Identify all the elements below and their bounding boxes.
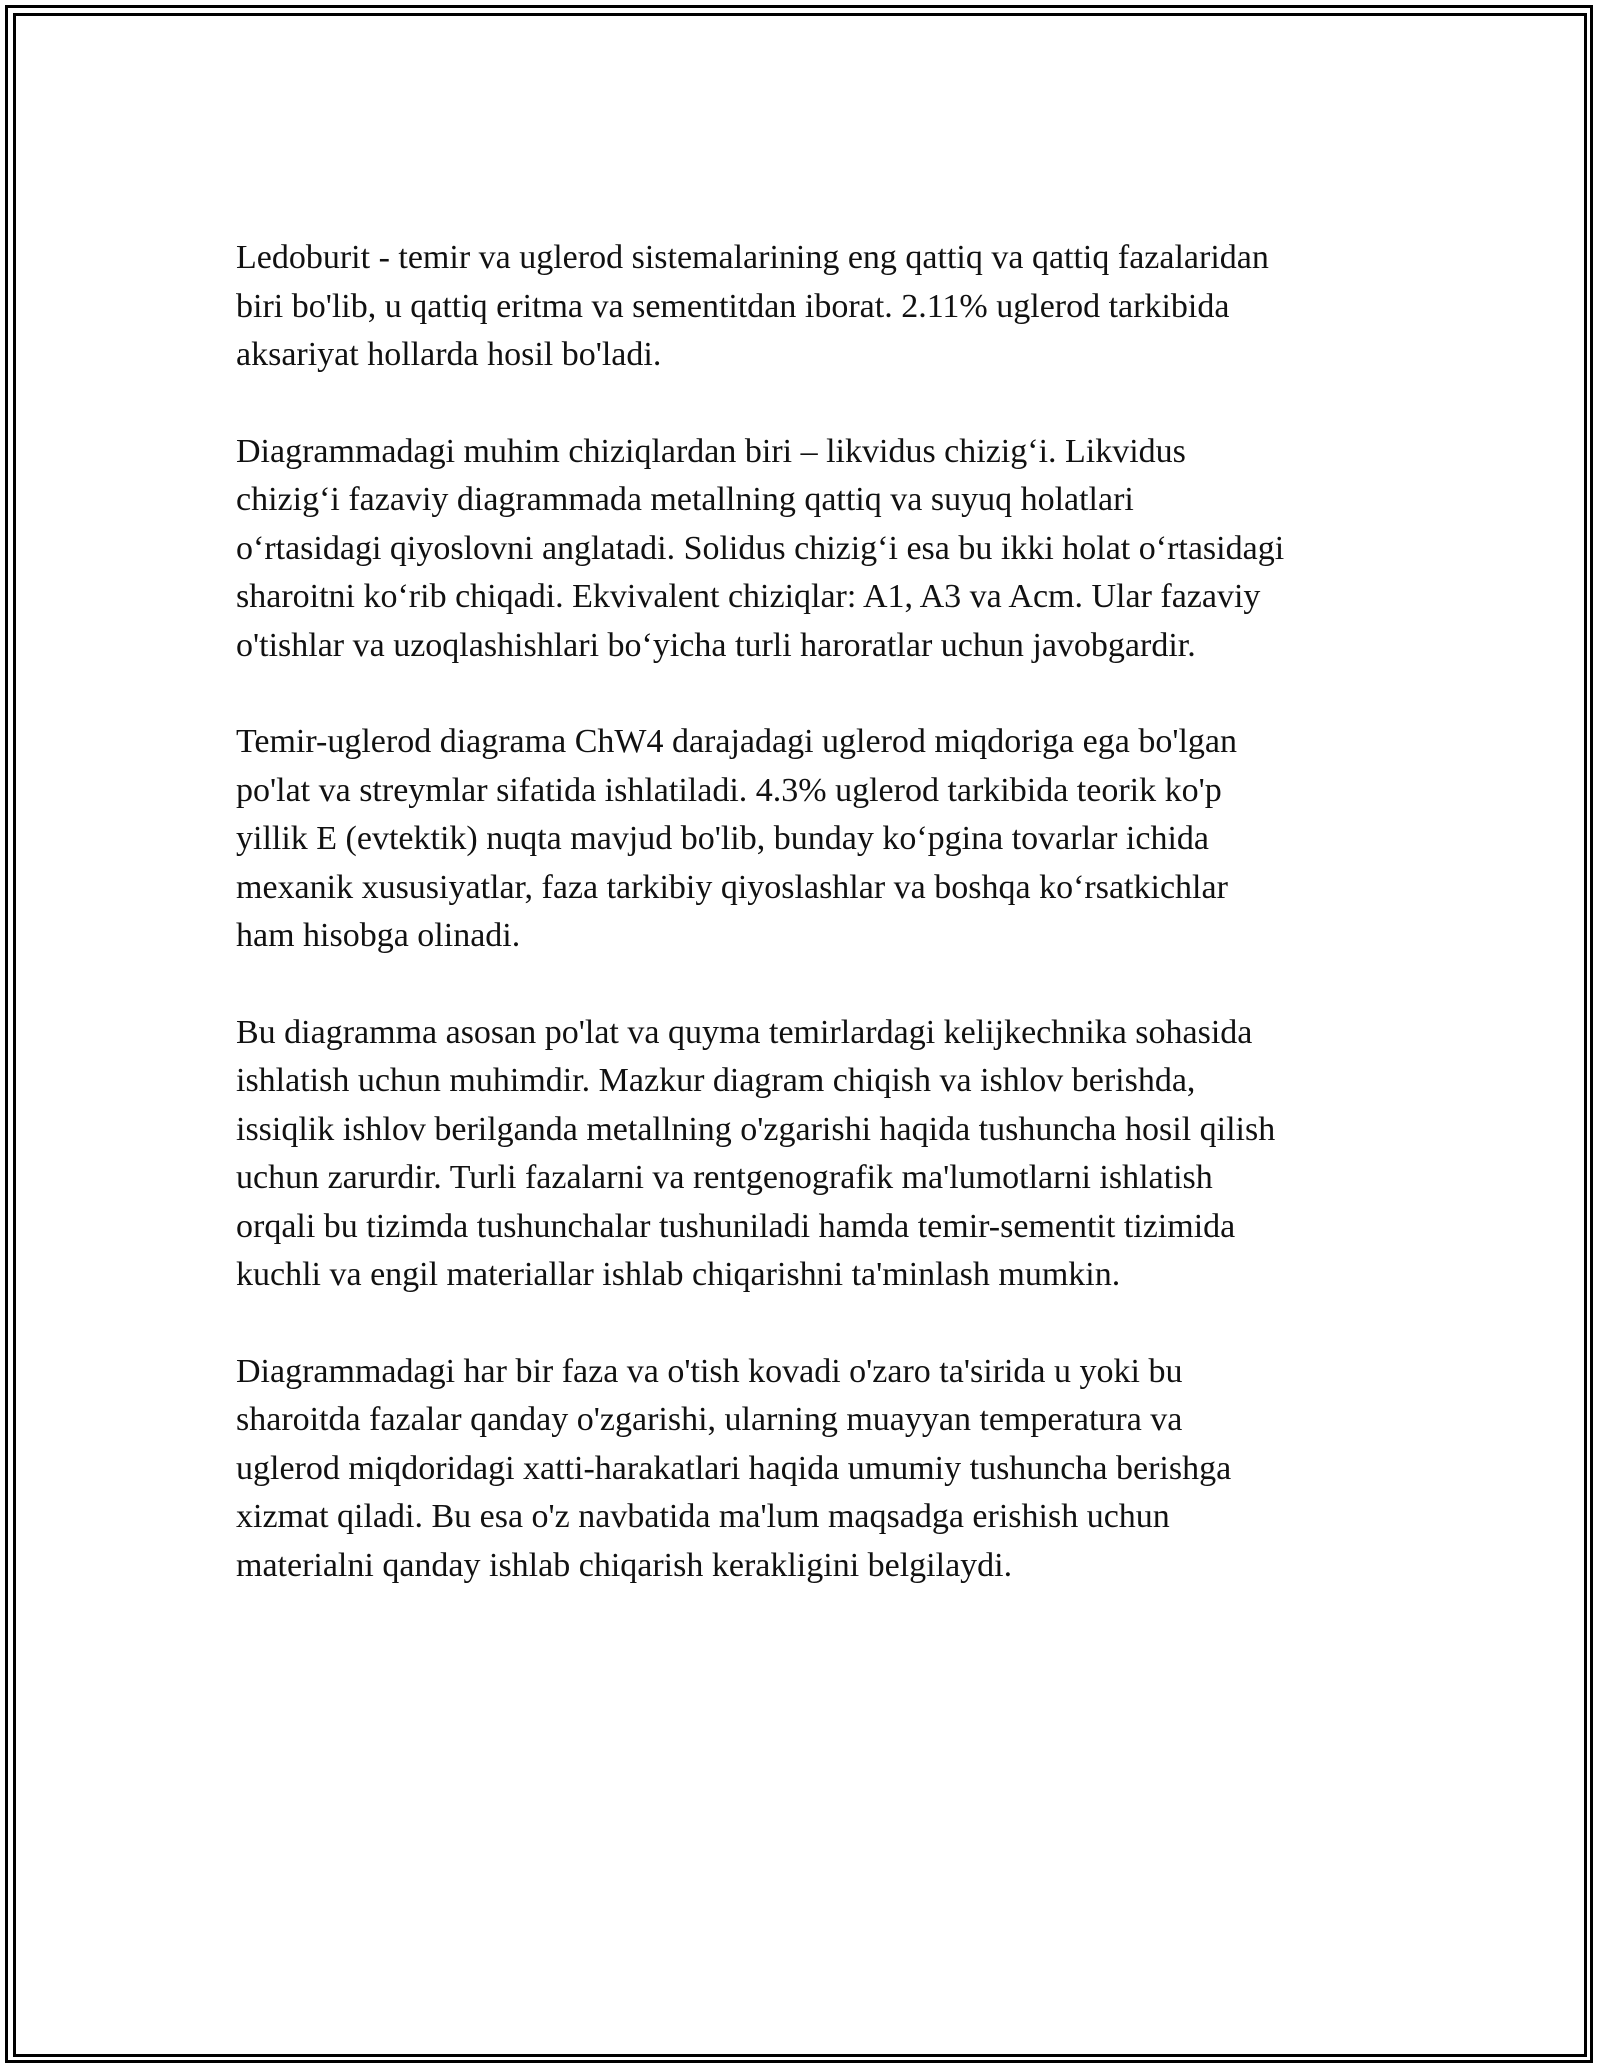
paragraph-ledoburit: Ledoburit - temir va uglerod sistemalarining eng qattiq va qattiq fazalaridan biri bo'lib, u qattiq eritma va sementitdan iborat. 2.11% uglerod tarkibida aksariyat hollarda hosil bo'ladi. xyxy=(236,239,1269,373)
paragraph-phase-transitions: Diagrammadagi har bir faza va o'tish kovadi o'zaro ta'sirida u yoki bu sharoitda fazalar qanday o'zgarishi, ularning muayyan temperatura va uglerod miqdoridagi xatti-harakatlari haqida umumiy tushuncha berishga xizmat qiladi. Bu esa o'z navbatida ma'lum maqsadga erishish uchun materialni qanday ishlab chiqarish kerakligini belgilaydi. xyxy=(236,1352,1232,1584)
paragraph-diagram-importance: Bu diagramma asosan po'lat va quyma temirlardagi kelijkechnika sohasida ishlatish uchun muhimdir. Mazkur diagram chiqish va ishlov berishda, issiqlik ishlov berilganda metallning o'zgarishi haqida tushuncha hosil qilish uchun zarurdir. Turli fazalarni va rentgenografik ma'lumotlarni ishlatish orqali bu tizimda tushunchalar tushuniladi hamda temir-sementit tizimida kuchli va engil materiallar ishlab chiqarishni ta'minlash mumkin. xyxy=(236,1013,1276,1293)
document-body xyxy=(236,234,1376,1638)
paragraph-likvidus-line: Diagrammadagi muhim chiziqlardan biri – likvidus chizig‘i. Likvidus chizig‘i fazaviy diagrammada metallning qattiq va suyuq holatlari o‘rtasidagi qiyoslovni anglatadi. Solidus chizig‘i esa bu ikki holat o‘rtasidagi sharoitni ko‘rib chiqadi. Ekvivalent chiziqlar: A1, A3 va Acm. Ular fazaviy o'tishlar va uzoqlashishlari bo‘yicha turli haroratlar uchun javobgardir. xyxy=(236,432,1285,664)
paragraph-iron-carbon-diagram: Temir-uglerod diagrama ChW4 darajadagi uglerod miqdoriga ega bo'lgan po'lat va streymlar sifatida ishlatiladi. 4.3% uglerod tarkibida teorik ko'p yillik E (evtektik) nuqta mavjud bo'lib, bunday ko‘pgina tovarlar ichida mexanik xususiyatlar, faza tarkibiy qiyoslashlar va boshqa ko‘rsatkichlar ham hisobga olinadi. xyxy=(236,723,1237,954)
